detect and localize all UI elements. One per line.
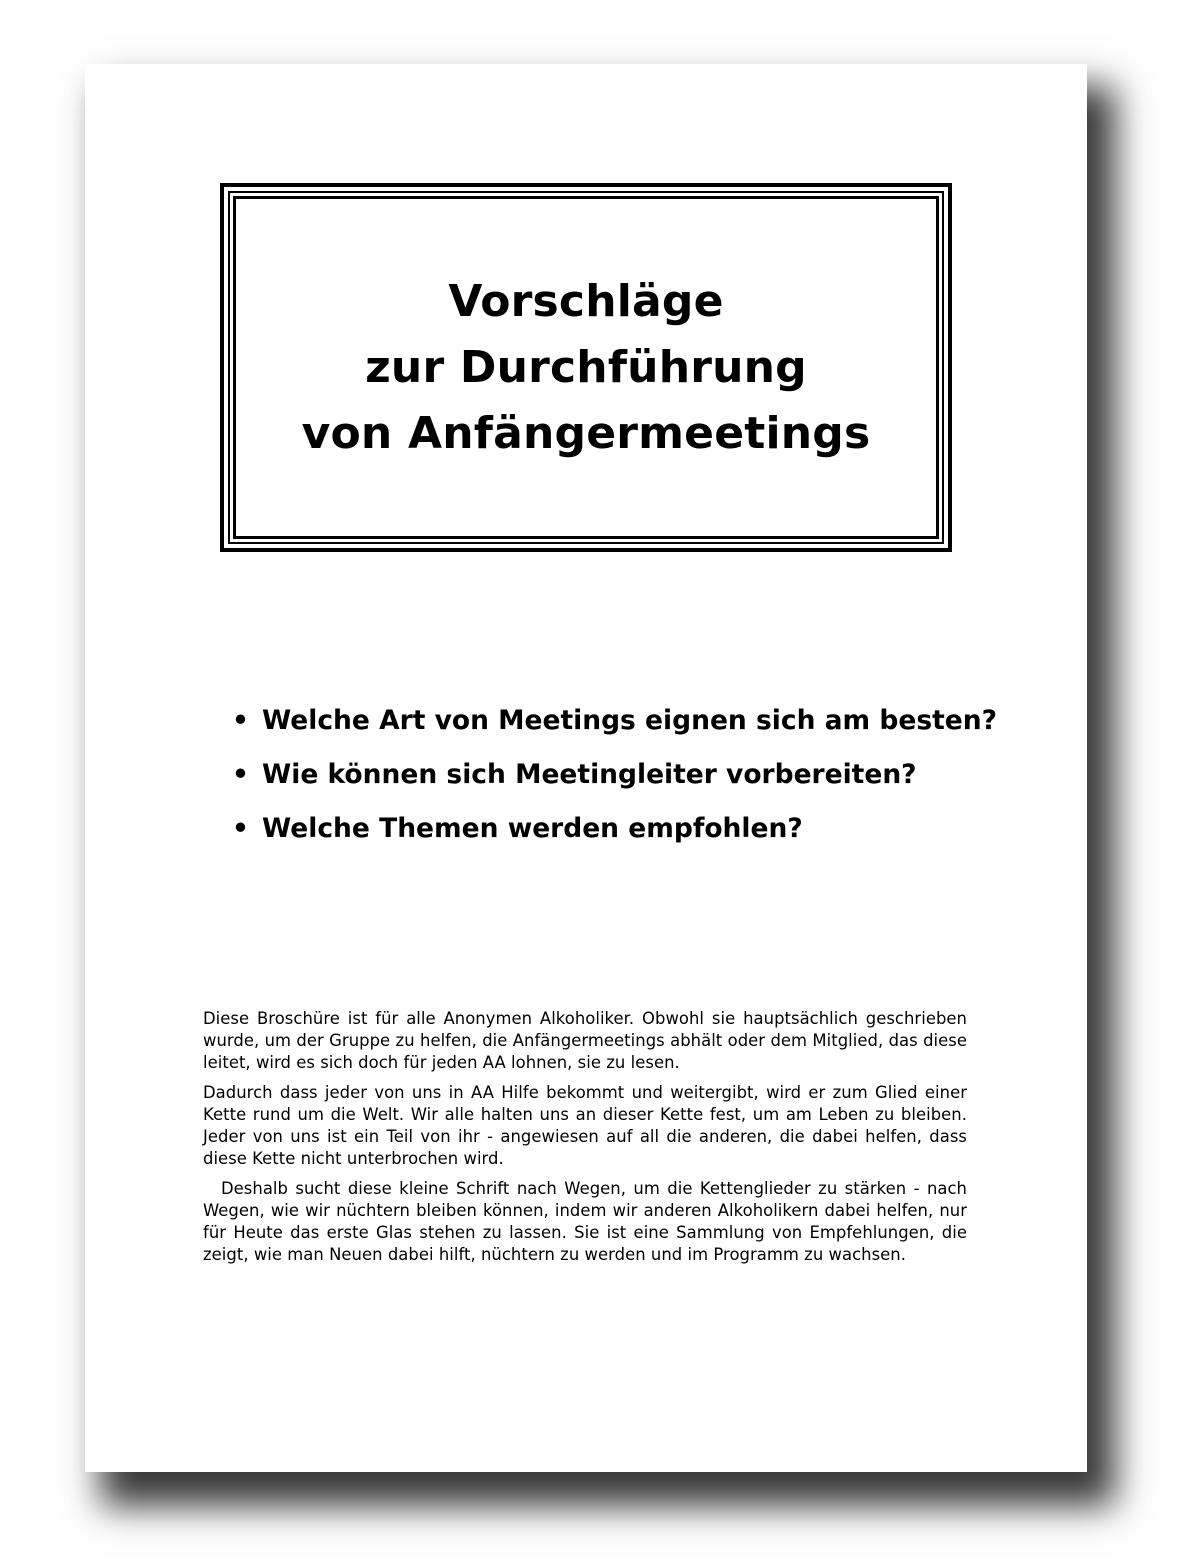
title-frame	[220, 183, 952, 552]
bullet-icon: •	[232, 759, 249, 790]
intro-text	[203, 1008, 967, 1274]
question-text: Welche Art von Meetings eignen sich am besten?	[262, 705, 997, 736]
document-page	[85, 64, 1087, 1472]
bullet-icon: •	[232, 705, 249, 736]
bullet-icon: •	[232, 813, 249, 844]
intro-paragraph-3: Deshalb sucht diese kleine Schrift nach Wegen, um die Kettenglieder zu stärken - nach Wegen, wie wir nüchtern bleiben können, indem wir anderen Alkoholikern dabei helfen, nur für Heute das erste Glas stehen zu lassen. Sie ist eine Sammlung von Empfehlungen, die zeigt, wie man Neuen dabei hilft, nüchtern zu werden und im Programm zu wachsen.	[203, 1179, 967, 1264]
question-item	[230, 694, 997, 748]
title-line-1: Vorschläge	[448, 275, 724, 327]
title-line-3: von Anfängermeetings	[301, 407, 871, 459]
question-list	[230, 694, 997, 856]
question-text: Wie können sich Meetingleiter vorbereiten?	[262, 759, 917, 790]
question-item	[230, 802, 997, 856]
title-line-2: zur Durchführung	[365, 341, 807, 393]
question-item	[230, 748, 997, 802]
intro-paragraph-1: Diese Broschüre ist für alle Anonymen Alkoholiker. Obwohl sie hauptsächlich geschrieben wurde, um der Gruppe zu helfen, die Anfängermeetings abhält oder dem Mitglied, das diese leitet, wird es sich doch für jeden AA lohnen, sie zu lesen.	[203, 1009, 967, 1072]
question-text: Welche Themen werden empfohlen?	[262, 813, 803, 844]
intro-paragraph-2: Dadurch dass jeder von uns in AA Hilfe bekommt und weitergibt, wird er zum Glied einer Kette rund um die Welt. Wir alle halten uns an dieser Kette fest, um am Leben zu bleiben. Jeder von uns ist ein Teil von ihr - angewiesen auf all die anderen, die dabei helfen, dass diese Kette nicht unterbrochen wird.	[203, 1083, 967, 1168]
